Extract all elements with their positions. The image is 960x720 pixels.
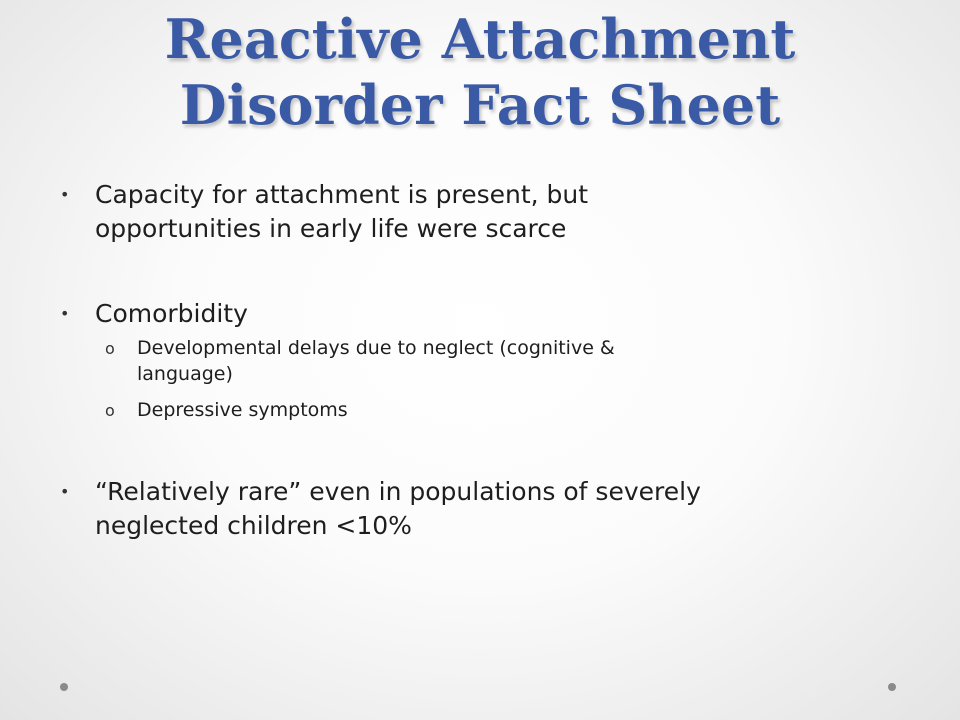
title-line-2: Disorder Fact Sheet bbox=[179, 73, 781, 137]
bullet-icon: • bbox=[60, 482, 70, 501]
slide-title bbox=[0, 6, 960, 138]
decorative-dot-left-icon bbox=[60, 683, 68, 691]
sub-bullet-text-line: Developmental delays due to neglect (cognitive & bbox=[137, 337, 615, 359]
bullet-comorbidity bbox=[60, 297, 920, 331]
bullet-text-line: opportunities in early life were scarce bbox=[95, 214, 567, 243]
bullet-relatively-rare bbox=[60, 475, 920, 543]
bullet-text-line: Comorbidity bbox=[95, 299, 248, 328]
sub-bullet-developmental-delays bbox=[60, 335, 920, 387]
bullet-icon: • bbox=[60, 185, 70, 204]
sub-bullet-depressive-symptoms bbox=[60, 397, 920, 423]
bullet-icon: • bbox=[60, 304, 70, 323]
sub-bullet-icon: o bbox=[105, 339, 115, 358]
bullet-text-line: Capacity for attachment is present, but bbox=[95, 180, 589, 209]
bullet-text-line: “Relatively rare” even in populations of severely bbox=[95, 477, 701, 506]
sub-bullet-text-line: language) bbox=[137, 363, 233, 385]
title-line-1: Reactive Attachment bbox=[164, 7, 796, 71]
sub-bullet-text-line: Depressive symptoms bbox=[137, 399, 348, 421]
sub-bullet-icon: o bbox=[105, 401, 115, 420]
decorative-dot-right-icon bbox=[888, 683, 896, 691]
slide-body bbox=[60, 178, 920, 543]
bullet-capacity bbox=[60, 178, 920, 246]
bullet-text-line: neglected children <10% bbox=[95, 511, 412, 540]
